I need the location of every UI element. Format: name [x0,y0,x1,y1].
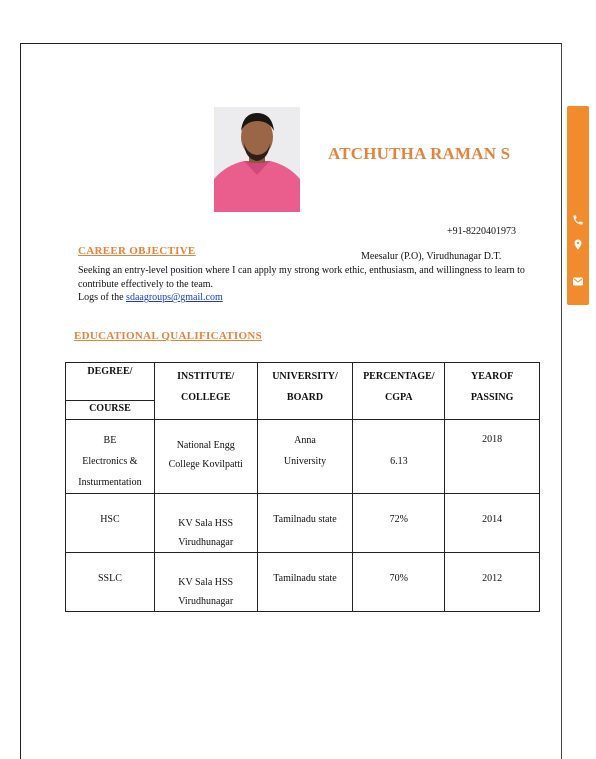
email-link[interactable]: sdaagroups@gmail.com [126,292,223,303]
candidate-name: ATCHUTHA RAMAN S [328,144,511,163]
row3-degree [66,553,155,612]
phone-number: +91-8220401973 [447,226,516,237]
career-objective-heading: CAREER OBJECTIVE [78,245,196,257]
row3-year [445,553,540,612]
header-percentage [353,363,445,420]
row2-institute-line1: KV Sala HSS [178,518,234,529]
row2-institute [154,494,257,553]
header-university-line1: UNIVERSITY/ [272,371,338,382]
row2-percentage-value: 72% [389,514,408,525]
profile-photo [214,107,300,212]
table-row [66,553,540,612]
header-year [445,363,540,420]
header-percentage-line2: CGPA [385,392,413,403]
header-university [257,363,353,420]
row2-year [445,494,540,553]
row1-institute-line1: National Engg [176,440,235,451]
row3-percentage [353,553,445,612]
row3-university [257,553,353,612]
row1-university [257,420,353,494]
table-row [66,420,540,494]
person-photo-icon [214,107,300,212]
row2-year-value: 2014 [482,514,503,525]
row3-institute [154,553,257,612]
row1-degree [66,420,155,494]
mail-icon[interactable] [567,276,589,290]
row1-institute-line2: College Kovilpatti [168,459,243,470]
row1-degree-line2: Electronics & [82,456,138,467]
row3-university-value: Tamilnadu state [273,573,337,584]
table-row [66,494,540,553]
row1-degree-line3: Insturmentation [78,477,142,488]
row2-degree [66,494,155,553]
row1-percentage [353,420,445,494]
phone-icon[interactable] [567,214,589,229]
header-institute [154,363,257,420]
row2-university-value: Tamilnadu state [273,514,337,525]
row2-percentage [353,494,445,553]
row3-institute-line2: Virudhunagar [178,596,234,607]
row1-year-value: 2018 [482,434,503,445]
header-year-line2: PASSING [470,392,514,403]
header-degree-line1: DEGREE/ [87,366,133,377]
location-pin-icon[interactable] [567,238,589,254]
header-percentage-line1: PERCENTAGE/ [363,371,435,382]
row1-percentage-value: 6.13 [390,456,408,467]
header-institute-line2: COLLEGE [180,392,231,403]
career-objective-text: Seeking an entry-level position where I can apply my strong work ethic, enthusiasm, and willingness to learn to contribute effectively to the team. [78,265,525,290]
row3-degree-value: SSLC [97,573,122,584]
header-institute-line1: INSTITUTE/ [177,371,235,382]
row2-university [257,494,353,553]
logs-line [78,292,223,303]
table-header-row [66,363,540,420]
address: Meesalur (P.O), Virudhunagar D.T. [361,251,502,262]
logs-label: Logs of the [78,292,124,303]
row3-institute-line1: KV Sala HSS [178,577,234,588]
row1-university-line1: Anna [294,435,316,446]
row3-year-value: 2012 [482,573,503,584]
row1-institute [154,420,257,494]
education-table [65,362,540,612]
header-degree [66,363,155,420]
row2-institute-line2: Virudhunagar [178,537,234,548]
header-degree-line2: COURSE [89,403,131,414]
row2-degree-value: HSC [100,514,120,525]
row3-percentage-value: 70% [389,573,408,584]
row1-university-line2: University [283,456,327,467]
contact-side-rail [567,106,589,305]
row1-degree-line1: BE [103,435,117,446]
row1-year [445,420,540,494]
header-university-line2: BOARD [286,392,324,403]
education-heading: EDUCATIONAL QUALIFICATIONS [74,330,263,342]
header-year-line1: YEAROF [471,371,514,382]
